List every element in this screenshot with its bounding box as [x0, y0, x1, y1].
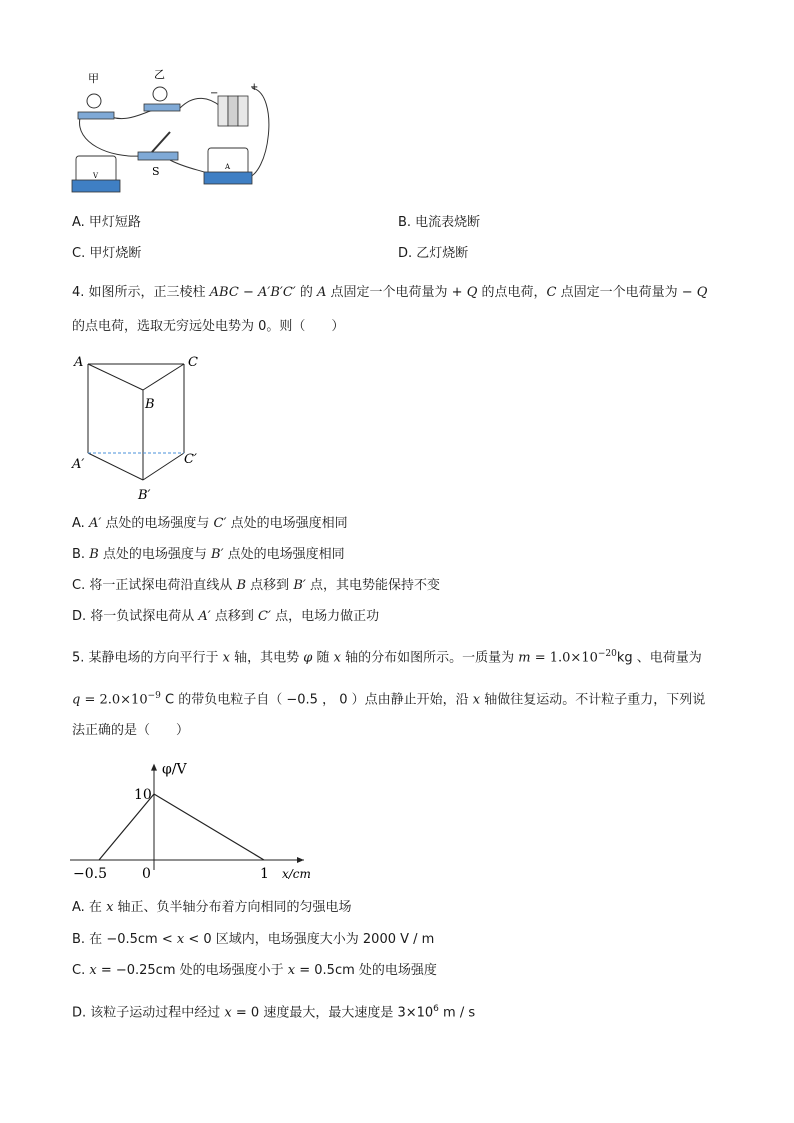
potential-chart [70, 745, 320, 890]
circuit-wire [80, 118, 140, 156]
q5-stem-line1: 5. 某静电场的方向平行于 x 轴，其电势 φ 随 x 轴的分布如图所示。一质量为 $m = 1.0\times 10^{-20}kg$ 、电荷量为 [72, 649, 702, 666]
battery-cell [228, 96, 238, 126]
q4-option-b[interactable]: B. B 点处的电场强度与 B′ 点处的电场强度相同 [72, 547, 345, 562]
edge-AB [88, 364, 143, 390]
q3-option-d[interactable]: D. 乙灯烧断 [398, 246, 469, 261]
switch-label: S [152, 165, 160, 178]
switch-lever [152, 132, 170, 152]
circuit-wire [180, 98, 220, 108]
lamp2-label: 乙 [154, 68, 165, 81]
lamp1-label: 甲 [88, 72, 99, 85]
edge-BC [143, 364, 184, 390]
q5-stem-line2: $q = 2.0\times 10^{-9}$ C 的带负电粒子自（ −0.5 ， 0 ）点由静止开始，沿 x 轴做往复运动。不计粒子重力，下列说 [72, 691, 706, 708]
ammeter-label: A [225, 163, 231, 171]
switch-base [138, 152, 178, 160]
q4-stem-line2: 的点电荷，选取无穷远处电势为 0。则（ ） [72, 319, 345, 334]
q4-stem-line1: 4. 如图所示，正三棱柱 ABC − A′B′C′ 的 A 点固定一个电荷量为 + Q 的点电荷，C 点固定一个电荷量为 − Q [72, 285, 708, 300]
x-axis-label: x/cm [282, 867, 311, 881]
battery-cell [218, 96, 228, 126]
x-tick-0: 0 [142, 866, 151, 882]
q5-option-d[interactable]: D. 该粒子运动过程中经过 x = 0 速度最大，最大速度是 $3\times 10^6$ m / s [72, 1004, 476, 1021]
lamp1-bulb [87, 94, 101, 108]
x-tick-1: 1 [260, 866, 269, 882]
q4-option-a[interactable]: A. A′ 点处的电场强度与 C′ 点处的电场强度相同 [72, 516, 348, 531]
potential-line [99, 794, 264, 860]
ammeter-base [204, 172, 252, 184]
vertex-A: A [74, 355, 84, 370]
x-tick-neg0.5: −0.5 [73, 866, 107, 882]
x-axis-arrow [297, 857, 304, 863]
lamp1-base [78, 112, 114, 119]
edge-A1B1 [88, 453, 143, 480]
battery-minus: − [210, 88, 219, 99]
battery-plus: + [250, 82, 259, 93]
q4-option-c[interactable]: C. 将一正试探电荷沿直线从 B 点移到 B′ 点，其电势能保持不变 [72, 578, 440, 593]
battery-cell [238, 96, 248, 126]
q4-option-d[interactable]: D. 将一负试探电荷从 A′ 点移到 C′ 点，电场力做正功 [72, 609, 380, 624]
prism-figure [70, 350, 210, 505]
circuit-wire [245, 88, 269, 178]
vertex-B1: B′ [138, 488, 151, 503]
vertex-C: C [188, 355, 198, 370]
voltmeter-label: V [93, 172, 99, 180]
vertex-B: B [145, 397, 155, 412]
circuit-figure [70, 68, 280, 198]
y-axis-arrow [151, 764, 157, 771]
q3-option-a[interactable]: A. 甲灯短路 [72, 215, 141, 230]
y-axis-label: φ/V [162, 761, 187, 778]
lamp2-bulb [153, 87, 167, 101]
y-tick-10: 10 [134, 787, 152, 803]
q5-option-a[interactable]: A. 在 x 轴正、负半轴分布着方向相同的匀强电场 [72, 900, 352, 915]
edge-B1C1 [143, 453, 184, 480]
q3-option-c[interactable]: C. 甲灯烧断 [72, 246, 142, 261]
q5-stem-line3: 法正确的是（ ） [72, 723, 190, 738]
vertex-A1: A′ [72, 457, 85, 472]
voltmeter-base [72, 180, 120, 192]
lamp2-base [144, 104, 180, 111]
q3-option-b[interactable]: B. 电流表烧断 [398, 215, 481, 230]
vertex-C1: C′ [184, 452, 197, 467]
q5-option-b[interactable]: B. 在 −0.5cm < x < 0 区域内，电场强度大小为 2000 V / m [72, 932, 435, 947]
q5-option-c[interactable]: C. x = −0.25cm 处的电场强度小于 x = 0.5cm 处的电场强度 [72, 963, 437, 978]
